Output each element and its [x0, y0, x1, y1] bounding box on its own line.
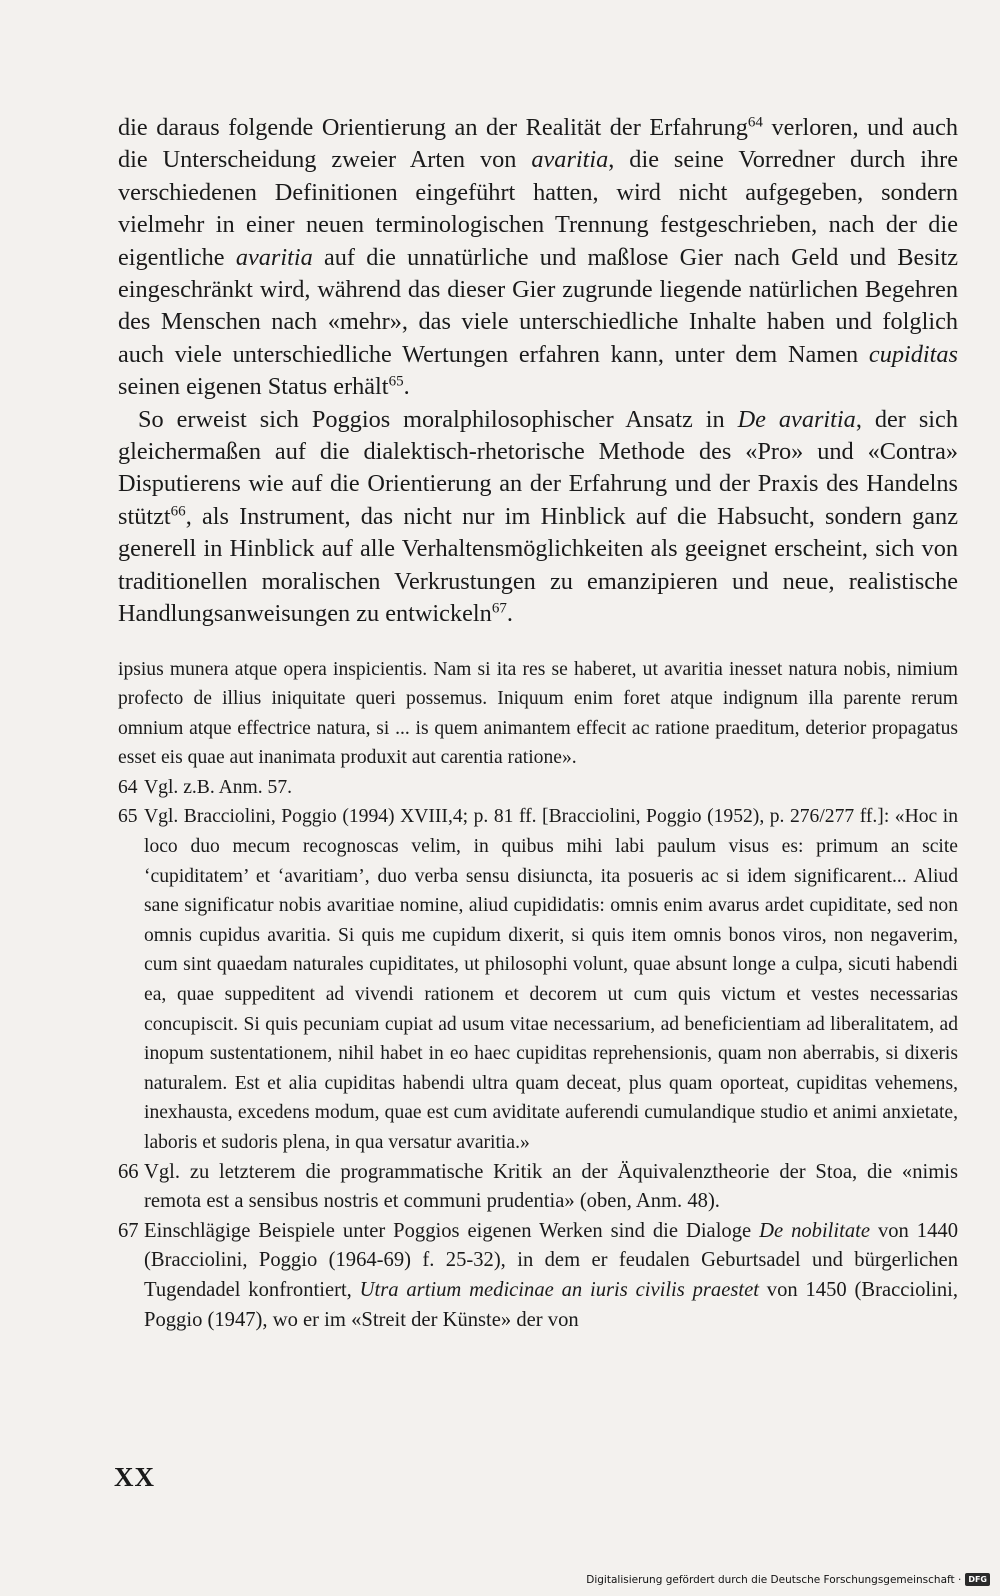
footnote-text: Vgl. zu letzterem die programmatische Kritik an der Äquivalenztheorie der Stoa, die «nimis remota est a sensibus nostris et communi prudentia» (oben, Anm. 48). [144, 1160, 958, 1213]
text-run: So erweist sich Poggios moralphilosophischer Ansatz in [138, 405, 738, 433]
page-number: XX [114, 1462, 155, 1492]
footnote-ref-66[interactable]: 66 [170, 503, 186, 520]
text-run: , der sich gleichermaßen auf die dialektisch-rhetorische Methode des «Pro» und «Contra» Disputierens wie auf die Orientierung an der Erfahrung und der Praxis des Handelns stützt [118, 405, 958, 530]
footnote-ref-67[interactable]: 67 [491, 600, 507, 617]
body-paragraph-2 [118, 404, 958, 631]
footnote-ref-64[interactable]: 64 [747, 114, 763, 131]
footnote-number: 67 [118, 1219, 139, 1242]
text-run: auf die unnatürliche und maßlose Gier nach Geld und Besitz eingeschränkt wird, während das dieser Gier zugrunde liegende natürlichen Begehren des Menschen nach «mehr», das viele unterschiedliche Inhalte haben und folglich auch viele unterschiedliche Wertungen erfahren kann, unter dem Namen [118, 243, 958, 368]
footnote-number: 65 [118, 806, 138, 828]
text-run: die daraus folgende Orientierung an der Realität der Erfahrung [118, 114, 748, 141]
footnote-67 [118, 1217, 958, 1335]
italic-term: cupiditas [868, 340, 958, 368]
footnote-continuation: ipsius munera atque opera inspicientis. Nam si ita res se haberet, ut avaritia inesset natura nobis, nimium profecto de illius iniquitate queri possemus. Iniquum enim foret atque indignum illa parente rerum omnium atque effectrice natura, si ... is quem animantem effecit ac ratione praeditum, deterior propagatus esset eis quae aut inanimata produxit aut carentia ratione». [118, 658, 958, 769]
text-run: . [403, 373, 410, 401]
footer-text: Digitalisierung gefördert durch die Deutsche Forschungsgemeinschaft · [586, 1573, 962, 1586]
footnote-64 [118, 773, 958, 803]
italic-title: Utra artium medicinae an iuris civilis praestet [359, 1278, 759, 1301]
dfg-logo-icon: DFG [965, 1573, 990, 1586]
footnotes [118, 655, 958, 1336]
footnote-66 [118, 1158, 958, 1217]
footnote-text: von 1450 (Bracciolini, Poggio (1947), wo er im «Streit der Künste» der von [144, 1278, 959, 1331]
footnote-65 [118, 802, 958, 1157]
footnote-number: 66 [118, 1160, 139, 1183]
italic-title: De nobilitate [759, 1219, 871, 1242]
text-run: . [506, 600, 513, 628]
digitization-footer [586, 1573, 990, 1586]
text-run: , die seine Vorredner durch ihre verschiedenen Definitionen eingeführt hatten, wird nicht aufgegeben, sondern vielmehr in einer neuen terminologischen Trennung festgeschrieben, nach der die eigentliche [118, 146, 958, 271]
footnote-text: Vgl. Bracciolini, Poggio (1994) XVIII,4; p. 81 ff. [Bracciolini, Poggio (1952), p. 276/277 ff.]: «Hoc in loco duo mecum recognoscas velim, in quibus mihi labi paulum visus es: primum an scite ‘cupiditatem’ et ‘avaritiam’, duo verba sensu disiuncta, ita posueris ac si idem significarent... Aliud sane significatur nobis avaritiae nomine, aliud cupididatis: omnis enim avarus ardet cupiditate, sed non omnis cupidus avaritia. Si quis me cupidum dixerit, si quis item omnis bonos viros, non negaverim, cum sint quaedam naturales cupiditates, ut philosophi volunt, quae absunt longe a culpa, sicuti habendi ea, quae suppeditent ad vivendi rationem et decorem ut cum quis victum et vestes necessarias concupiscit. Si quis pecuniam cupiat ad usum vitae necessarium, ad beneficientiam ad liberalitatem, ad inopum sustentationem, nihil habet in eo haec cupiditas reprehensionis, quam non aberrabis, si dixeris naturalem. Est et alia cupiditas habendi ultra quam deceat, plus quam oporteat, cupiditas vehemens, inexhausta, excedens modum, quae est cum aviditate auferendi cumulandique studio et animi anxietate, laboris et sudoris plena, in qua versatur avaritia.» [144, 806, 958, 1153]
body-paragraph-1 [118, 112, 958, 404]
text-run: , als Instrument, das nicht nur im Hinblick auf die Habsucht, sondern ganz generell in Hinblick auf alle Verhaltensmöglichkeiten als geeignet erscheint, sich von traditionellen moralischen Verkrustungen zu emanzipieren und neue, realistische Handlungsanweisungen zu entwickeln [118, 502, 958, 628]
text-run: verloren, und auch die Unterscheidung zweier Arten von [118, 114, 958, 174]
footnote-text: Vgl. z.B. Anm. 57. [144, 776, 293, 798]
text-run: seinen eigenen Status erhält [118, 373, 389, 401]
italic-term: avaritia [235, 243, 313, 271]
footnote-number: 64 [118, 776, 138, 798]
italic-term: avaritia [531, 146, 609, 174]
page-body [118, 112, 958, 1335]
italic-title: De avaritia [737, 405, 856, 433]
footnote-ref-65[interactable]: 65 [388, 373, 404, 390]
footnote-text: von 1440 (Bracciolini, Poggio (1964-69) f. 25-32), in dem er feudalen Geburtsadel und bürgerlichen Tugendadel konfrontiert, [144, 1219, 958, 1301]
footnote-text: Einschlägige Beispiele unter Poggios eigenen Werken sind die Dialoge [144, 1219, 760, 1242]
